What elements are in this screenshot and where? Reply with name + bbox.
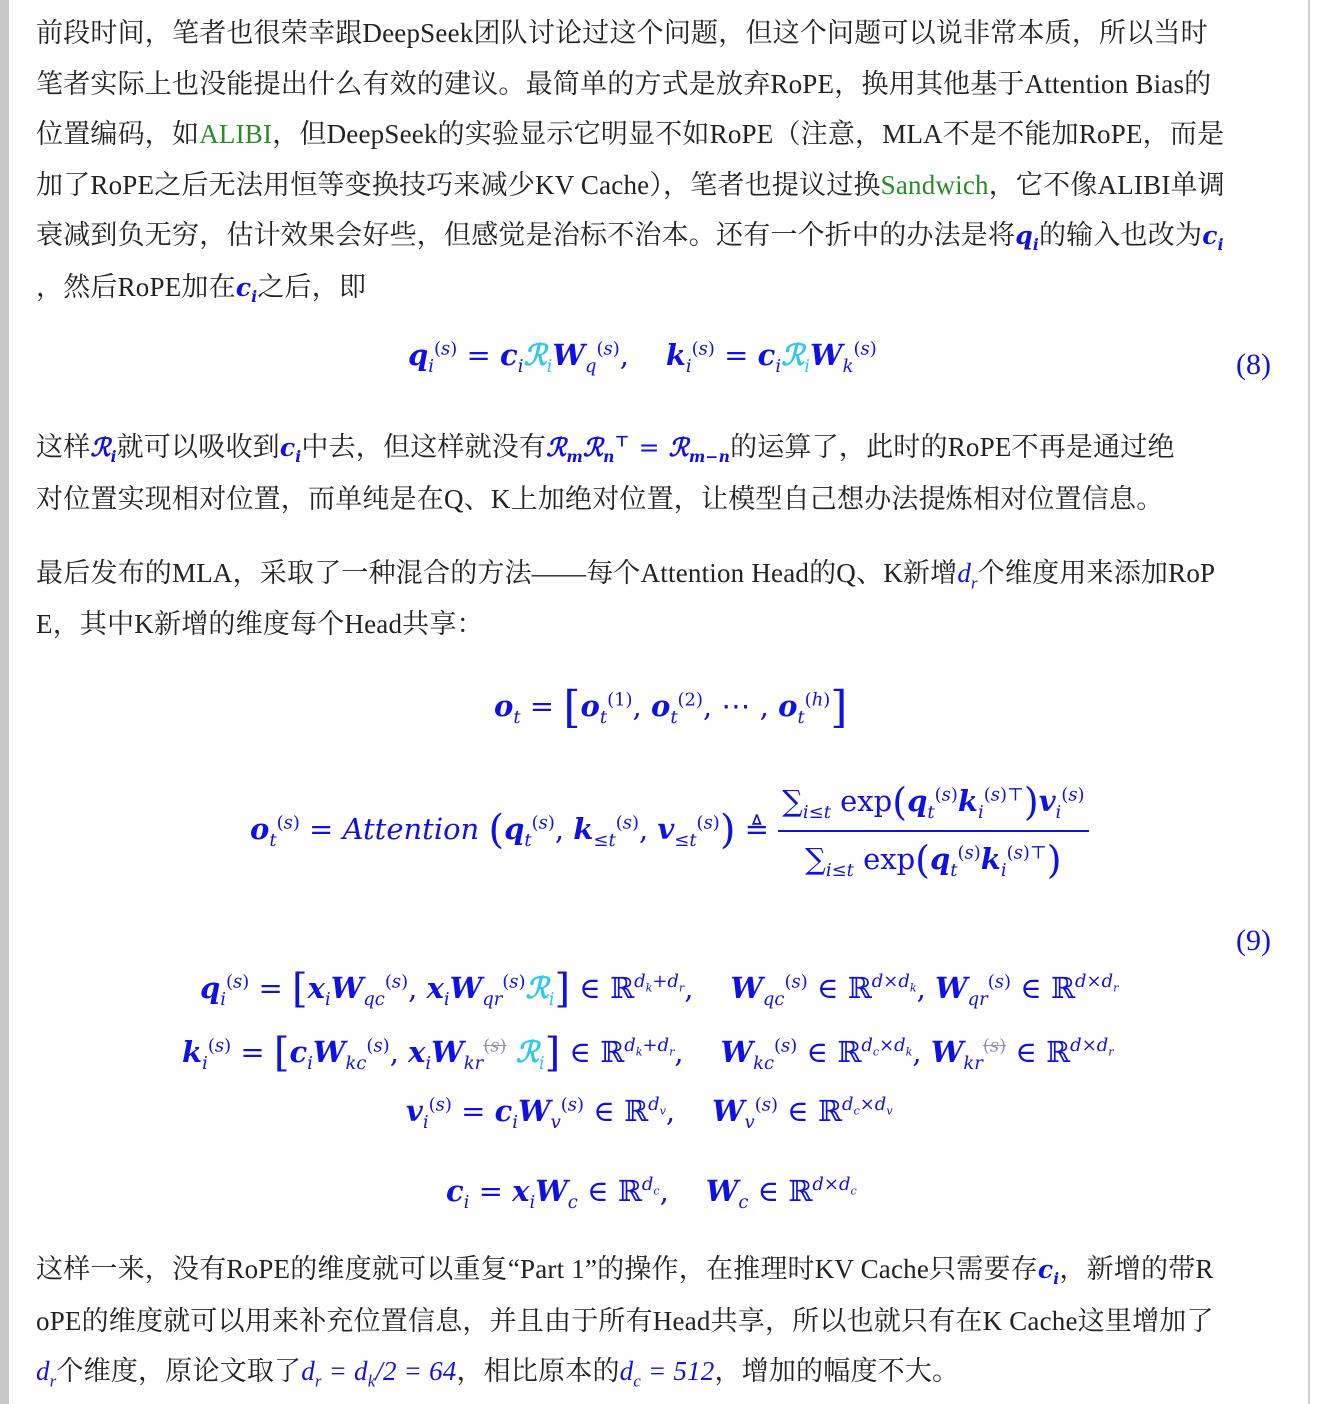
equation-number-9: (9)	[1236, 924, 1271, 957]
alibi-link[interactable]: ALIBI	[199, 119, 273, 149]
paragraph-1	[36, 8, 1281, 313]
text: ，增加的幅度不大。	[714, 1356, 960, 1386]
text: 加了RoPE之后无法用恒等变换技巧来减少KV Cache），笔者也提议过换	[36, 169, 881, 200]
math-dc-eq: $d_c = 512$	[619, 1356, 715, 1391]
text: ，新增的带R	[1059, 1254, 1214, 1284]
text: 就可以吸收到	[116, 432, 280, 462]
equation-attention: $o_t^{(s)}$ = Attention ($q_t^{(s)}$, $k_{\le t}^{(s)}$, $v_{\le t}^{(s)}$) ≜ $\frac{\sum_{i\le t} \exp(q_t^{(s)}k_i^{(s)⊤})v_i^{(s)}}{\sum_{i\le t} \exp(q_t^{(s)}k_i^{(s)⊤})}$	[250, 780, 1089, 882]
text: 这样	[36, 432, 91, 462]
math-dr-eq: $d_r = d_k/2 = 64$	[301, 1356, 457, 1391]
paragraph-2	[36, 422, 1281, 524]
text: 前段时间，笔者也很荣幸跟DeepSeek团队讨论过这个问题，但这个问题可以说非常本质，所以当时	[36, 18, 1208, 48]
text: oPE的维度就可以用来补充位置信息，并且由于所有Head共享，所以也就只有在K Cache这里增加了	[36, 1305, 1214, 1336]
equation-v: $v_i^{(s)} = c_iW_v^{(s)}$ ∈ ℝ$^{d_v}$, $W_v^{(s)}$ ∈ ℝ$^{d_c\times d_v}$	[406, 1094, 893, 1133]
text: ，然后RoPE加在	[36, 271, 236, 302]
value-dc: 512	[673, 1356, 715, 1386]
right-border	[1308, 0, 1310, 1404]
text: 这样一来，没有RoPE的维度就可以重复“Part 1”的操作，在推理时KV Cache只需要存	[36, 1254, 1038, 1284]
equation-8: $q_i^{(s)}$ = $c_iℛ_iW_q^{(s)}$, $k_i^{(s)}$ = $c_iℛ_iW_k^{(s)}$	[408, 338, 877, 377]
text: 之后，即	[257, 271, 367, 302]
paragraph-4	[36, 1244, 1281, 1397]
text: 位置编码，如	[36, 119, 200, 149]
equation-c: $c_i = x_iW_c$ ∈ ℝ$^{d_c}$, $W_c$ ∈ ℝ$^{d\times d_c}$	[446, 1174, 857, 1213]
text: 笔者实际上也没能提出什么有效的建议。最简单的方式是放弃RoPE，换用其他基于Attention Bias的	[36, 68, 1212, 99]
text: 个维度，原论文取了	[56, 1356, 302, 1386]
equation-q: $q_i^{(s)} = [x_iW_{qc}^{(s)}$, $x_iW_{qr}^{(s)}ℛ_i$] ∈ ℝ$^{d_k+d_r}$, $W_{qc}^{(s)}$ ∈ ℝ$^{d\times d_k}$, $W_{qr}^{(s)}$ ∈ ℝ$^{d\times d_r}$	[200, 966, 1119, 1012]
text: 个维度用来添加RoP	[977, 558, 1216, 588]
math-c-i: $c_i$	[279, 433, 302, 466]
text: 最后发布的MLA，采取了一种混合的方法——每个Attention Head的Q、K新增	[36, 558, 958, 588]
math-d-r: $d_r$	[36, 1356, 57, 1391]
text: 对位置实现相对位置，而单纯是在Q、K上加绝对位置，让模型自己想办法提炼相对位置信息。	[36, 483, 1164, 514]
math-rope-identity: ℛ$_m$ℛ$_n$⊤ = ℛ$_{m-n}$	[546, 431, 731, 466]
math-R-i: ℛ$_i$	[90, 433, 117, 466]
attention-word: Attention	[342, 812, 480, 846]
equation-number-8: (8)	[1236, 348, 1271, 381]
equation-k: $k_i^{(s)} = [c_iW_{kc}^{(s)}$, $x_iW_{kr}^{(s)}$ ℛ$_i$] ∈ ℝ$^{d_k+d_r}$, $W_{kc}^{(s)}$ ∈ ℝ$^{d_c\times d_k}$, $W_{kr}^{(s)}$ ∈ ℝ$^{d\times d_r}$	[182, 1030, 1114, 1076]
math-q-i: $q_i$	[1015, 221, 1039, 254]
text: 的输入也改为	[1038, 220, 1203, 250]
text: ，但DeepSeek的实验显示它明显不如RoPE（注意，MLA不是不能加RoPE，而是	[272, 119, 1225, 149]
text: 中去，但这样就没有	[301, 432, 547, 462]
math-c-i: $c_i$	[1037, 1255, 1060, 1288]
left-border	[0, 0, 9, 1404]
sandwich-link[interactable]: Sandwich	[880, 169, 989, 200]
text: 的运算了，此时的RoPE不再是通过绝	[730, 432, 1175, 462]
text: E，其中K新增的维度每个Head共享：	[36, 608, 484, 639]
math-c-i: $c_i$	[235, 272, 258, 306]
math-d-r: $d_r$	[957, 558, 978, 593]
math-c-i: $c_i$	[1202, 221, 1224, 254]
value-dr: 64	[429, 1356, 457, 1386]
attention-fraction: $\frac{\sum_{i\le t} \exp(q_t^{(s)}k_i^{(s)⊤})v_i^{(s)}}{\sum_{i\le t} \exp(q_t^{(s)}k_i^{(s)⊤})}$	[778, 780, 1088, 882]
equation-o-t: $o_t = [o_t^{(1)}$, $o_t^{(2)}$, ⋯ , $o_t^{(h)}$]	[494, 682, 848, 733]
text: ，它不像ALIBI单调	[988, 169, 1225, 200]
paragraph-3	[36, 548, 1281, 649]
text: 衰减到负无穷，估计效果会好些，但感觉是治标不治本。还有一个折中的办法是将	[36, 220, 1016, 250]
text: ，相比原本的	[456, 1356, 620, 1386]
